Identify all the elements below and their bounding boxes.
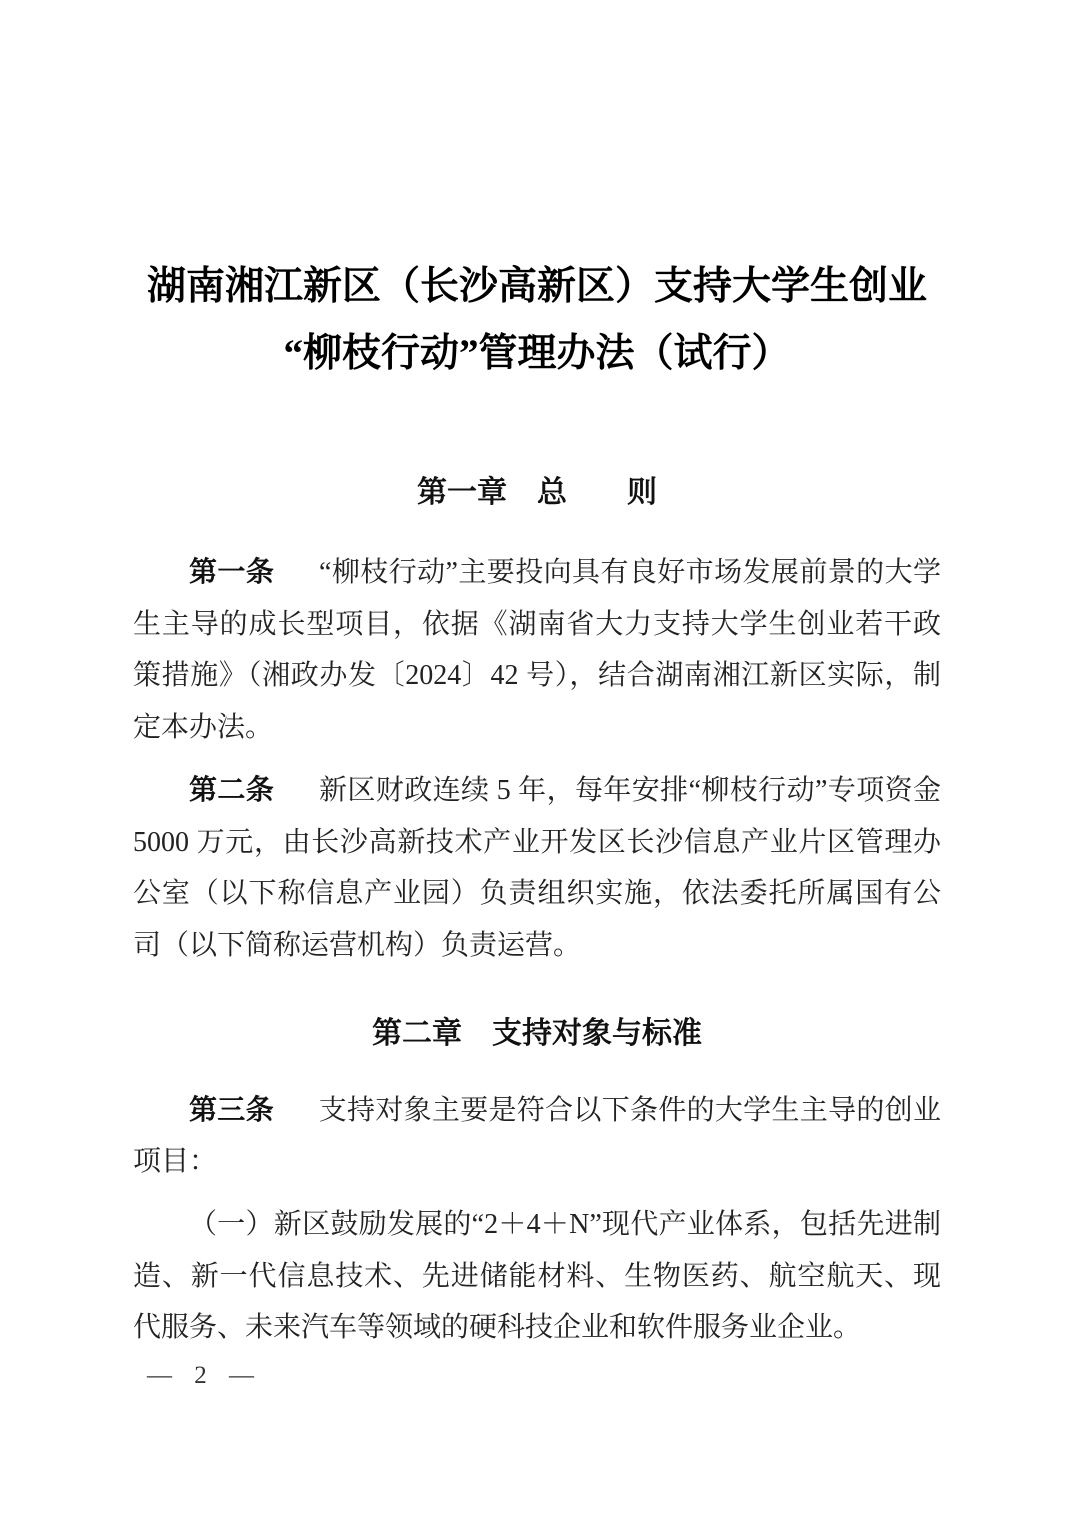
paragraph-article-3 [133,1084,941,1188]
article-3-label: 第三条 [189,1093,274,1125]
chapter-heading-1: 第一章 总 则 [417,476,657,509]
article-2-label: 第二条 [189,773,275,805]
item-1-text: （一）新区鼓励发展的“2＋4＋N”现代产业体系，包括先进制造、新一代信息技术、先进储能材料、生物医药、航空航天、现代服务、未来汽车等领域的硬科技企业和软件服务业企业。 [133,1209,941,1344]
paragraph-article-2 [133,764,941,972]
article-3-text: 支持对象主要是符合以下条件的大学生主导的创业项目： [133,1094,941,1178]
article-1-text: “柳枝行动”主要投向具有良好市场发展前景的大学生主导的成长型项目，依据《湖南省大力支持大学生创业若干政策措施》（湘政办发〔2024〕42 号），结合湖南湘江新区实际，制定本办法。 [133,557,941,744]
document-title-line-1: 湖南湘江新区（长沙高新区）支持大学生创业 [146,265,927,308]
paragraph-article-1 [133,546,941,754]
paragraph-item-1 [133,1198,941,1354]
chapter-heading-2: 第二章 支持对象与标准 [372,1016,702,1050]
document-title-line-2: “柳枝行动”管理办法（试行） [283,332,791,375]
article-1-label: 第一条 [189,556,275,587]
article-2-text: 新区财政连续 5 年，每年安排“柳枝行动”专项资金 5000 万元，由长沙高新技术产业开发区长沙信息产业片区管理办公室（以下称信息产业园）负责组织实施，依法委托所属国有公司（以下简称运营机构）负责运营。 [133,774,941,961]
document-title [133,253,941,387]
document-content [133,0,941,1354]
page-number: — 2 — [147,1362,256,1389]
